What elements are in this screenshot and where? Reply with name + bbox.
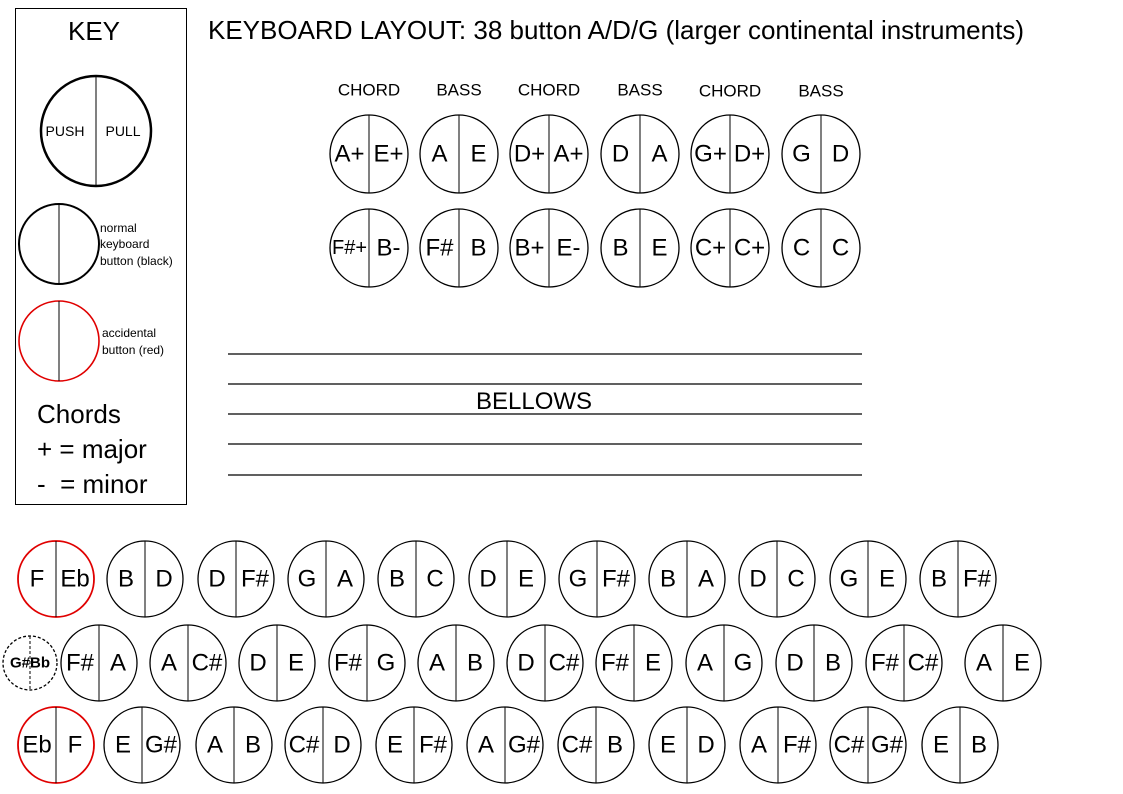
bass-column-label: BASS	[798, 81, 844, 101]
pull-note: C	[787, 565, 805, 593]
dashed-extra-button[interactable]	[3, 636, 57, 690]
push-note: B+	[514, 234, 545, 262]
pull-note: G	[376, 649, 396, 677]
push-note: A	[206, 731, 224, 759]
bellows-label: BELLOWS	[476, 388, 593, 415]
bass-button[interactable]	[782, 115, 860, 193]
treble-button[interactable]	[559, 541, 635, 617]
normal-desc-1: normal	[100, 221, 137, 235]
bass-button[interactable]	[782, 209, 860, 287]
pull-note: E	[644, 649, 662, 677]
treble-button[interactable]	[18, 541, 94, 617]
pull-note: A	[109, 649, 127, 677]
push-note: B	[659, 565, 677, 593]
accidental-desc-1: accidental	[102, 326, 157, 340]
push-note: F#+	[331, 237, 368, 259]
pull-label: PULL	[105, 123, 141, 139]
push-note: D	[479, 565, 497, 593]
treble-button[interactable]	[965, 625, 1041, 701]
bass-column-label: BASS	[617, 80, 663, 100]
pull-note: C	[831, 234, 850, 262]
push-note: A	[428, 649, 446, 677]
bass-button[interactable]	[420, 115, 498, 193]
pull-note: B	[470, 234, 487, 262]
treble-button[interactable]	[830, 707, 906, 783]
push-note: F#	[65, 649, 95, 677]
pull-note: D+	[733, 140, 766, 168]
treble-button[interactable]	[558, 707, 634, 783]
treble-button[interactable]	[776, 625, 852, 701]
pull-note: B-	[376, 234, 401, 262]
pull-note: C+	[733, 234, 766, 262]
pull-note: G#	[144, 731, 178, 759]
treble-button[interactable]	[866, 625, 942, 701]
treble-button[interactable]	[196, 707, 272, 783]
treble-button[interactable]	[239, 625, 315, 701]
push-label: PUSH	[45, 123, 85, 139]
push-note: G	[568, 565, 588, 593]
treble-button[interactable]	[922, 707, 998, 783]
push-note: C#	[833, 731, 865, 759]
treble-button[interactable]	[740, 707, 816, 783]
push-note: D	[611, 140, 630, 168]
treble-button[interactable]	[649, 707, 725, 783]
pull-note: A	[336, 565, 354, 593]
treble-button[interactable]	[198, 541, 274, 617]
treble-button[interactable]	[920, 541, 996, 617]
treble-button[interactable]	[107, 541, 183, 617]
treble-button[interactable]	[507, 625, 583, 701]
accidental-desc-2: button (red)	[102, 343, 165, 357]
pull-note: E	[1013, 649, 1031, 677]
treble-button[interactable]	[596, 625, 672, 701]
push-note: D	[249, 649, 267, 677]
bass-column-label: BASS	[436, 80, 482, 100]
pull-note: E	[878, 565, 896, 593]
pull-note: B	[466, 649, 484, 677]
treble-button[interactable]	[469, 541, 545, 617]
treble-button[interactable]	[649, 541, 725, 617]
bass-button[interactable]	[330, 115, 408, 193]
pull-note: G#	[507, 731, 541, 759]
normal-desc-3: button (black)	[100, 254, 173, 268]
major-legend: + = major	[37, 434, 147, 464]
push-note: B	[930, 565, 948, 593]
pull-note: E	[651, 234, 668, 262]
pull-note: G#	[870, 731, 904, 759]
bass-column-label: CHORD	[337, 80, 401, 100]
treble-button[interactable]	[830, 541, 906, 617]
push-note: E	[114, 731, 132, 759]
pull-note: F#	[240, 565, 270, 593]
pull-note: Eb	[60, 565, 90, 593]
pull-note: F#	[962, 565, 992, 593]
push-note: G	[792, 140, 811, 168]
push-note: A	[696, 649, 714, 677]
pull-note: E	[287, 649, 305, 677]
pull-note: G	[733, 649, 753, 677]
push-note: A	[750, 731, 768, 759]
pull-note: C#	[907, 649, 939, 677]
push-note: B	[117, 565, 135, 593]
pull-note: F#	[782, 731, 812, 759]
normal-desc-2: keyboard	[100, 237, 150, 251]
button-note: G#Bb	[9, 654, 51, 672]
pull-note: F#	[418, 731, 448, 759]
push-note: D	[208, 565, 226, 593]
pull-note: B	[606, 731, 624, 759]
treble-button[interactable]	[467, 707, 543, 783]
push-note: C#	[288, 731, 320, 759]
push-note: B	[388, 565, 406, 593]
push-note: A	[975, 649, 993, 677]
push-note: C#	[561, 731, 593, 759]
push-note: E	[386, 731, 404, 759]
bass-button[interactable]	[510, 115, 588, 193]
treble-button[interactable]	[378, 541, 454, 617]
pull-note: E	[470, 140, 487, 168]
bass-column-label: CHORD	[698, 81, 762, 101]
pull-note: E+	[373, 140, 404, 168]
pull-note: B	[824, 649, 842, 677]
push-note: A	[160, 649, 178, 677]
pull-note: E	[517, 565, 535, 593]
chords-heading: Chords	[37, 399, 121, 429]
bass-button[interactable]	[510, 209, 588, 287]
bass-button[interactable]	[691, 209, 769, 287]
treble-button[interactable]	[376, 707, 452, 783]
treble-button[interactable]	[104, 707, 180, 783]
push-note: F#	[600, 649, 630, 677]
treble-button[interactable]	[418, 625, 494, 701]
push-note: E	[659, 731, 677, 759]
bass-button[interactable]	[691, 115, 769, 193]
pull-note: C#	[191, 649, 223, 677]
push-note: C	[792, 234, 811, 262]
bass-column-label: CHORD	[517, 80, 581, 100]
treble-button[interactable]	[288, 541, 364, 617]
push-note: F#	[870, 649, 900, 677]
push-note: F#	[333, 649, 363, 677]
pull-note: A	[651, 140, 668, 168]
bass-button[interactable]	[420, 209, 498, 287]
pull-note: F#	[601, 565, 631, 593]
push-note: G	[297, 565, 317, 593]
treble-button[interactable]	[18, 707, 94, 783]
push-note: E	[932, 731, 950, 759]
treble-button[interactable]	[285, 707, 361, 783]
treble-button[interactable]	[329, 625, 405, 701]
pull-note: A	[697, 565, 715, 593]
diagram-title: KEYBOARD LAYOUT: 38 button A/D/G (larger continental instruments)	[208, 15, 1024, 45]
pull-note: D	[697, 731, 715, 759]
push-note: F	[29, 565, 45, 593]
bass-button[interactable]	[601, 209, 679, 287]
key-heading: KEY	[68, 16, 121, 46]
push-note: A	[477, 731, 495, 759]
bass-button[interactable]	[601, 115, 679, 193]
push-note: D	[517, 649, 535, 677]
push-note: Eb	[22, 731, 52, 759]
pull-note: C	[426, 565, 444, 593]
push-note: B	[612, 234, 629, 262]
pull-note: D	[155, 565, 173, 593]
minor-legend: - = minor	[37, 469, 148, 499]
pull-note: F	[67, 731, 83, 759]
pull-note: C#	[548, 649, 580, 677]
push-note: D	[749, 565, 767, 593]
push-note: F#	[425, 234, 454, 262]
pull-note: B	[244, 731, 262, 759]
push-note: G	[839, 565, 859, 593]
pull-note: D	[831, 140, 850, 168]
treble-button[interactable]	[739, 541, 815, 617]
push-note: D+	[513, 140, 546, 168]
push-note: A	[431, 140, 448, 168]
treble-button[interactable]	[150, 625, 226, 701]
bass-button[interactable]	[330, 209, 408, 287]
push-note: C+	[694, 234, 727, 262]
pull-note: E-	[556, 234, 581, 262]
push-note: G+	[694, 140, 727, 168]
pull-note: D	[333, 731, 351, 759]
pull-note: B	[970, 731, 988, 759]
push-note: A+	[334, 140, 365, 168]
pull-note: A+	[553, 140, 584, 168]
push-note: D	[786, 649, 804, 677]
treble-button[interactable]	[61, 625, 137, 701]
treble-button[interactable]	[686, 625, 762, 701]
